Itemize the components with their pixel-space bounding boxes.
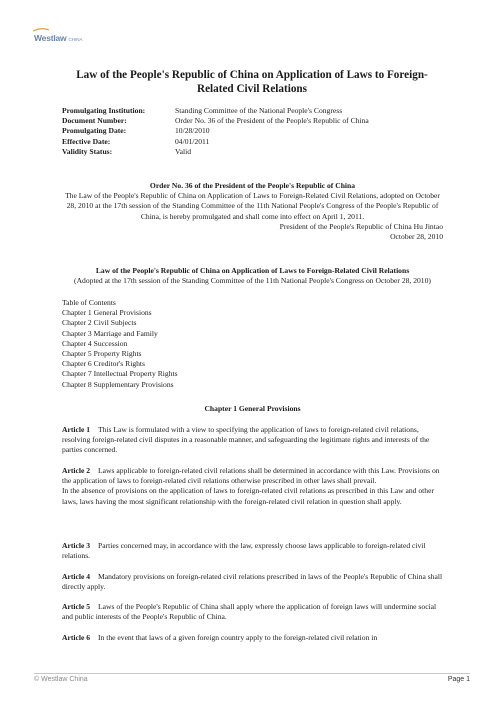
article-2 bbox=[62, 466, 443, 507]
article-number: Article 5 bbox=[62, 602, 91, 611]
order-signature: President of the People's Republic of China Hu Jintao bbox=[279, 221, 443, 231]
toc-item: Chapter 6 Creditor's Rights bbox=[62, 359, 145, 369]
meta-value: 10/28/2010 bbox=[175, 126, 210, 136]
meta-row bbox=[62, 137, 369, 147]
logo-brand: Westlaw bbox=[34, 33, 67, 43]
westlaw-china-logo bbox=[34, 33, 82, 43]
article-3 bbox=[62, 541, 443, 561]
article-text: Mandatory provisions on foreign-related civil relations prescribed in laws of the People's Republic of China shall directly apply. bbox=[62, 572, 443, 592]
article-text: Laws applicable to foreign-related civil relations shall be determined in accordance with this Law. Provisions on the application of laws to foreign-related civil relations otherwise prescribed in other laws shall prevail. bbox=[62, 466, 440, 486]
article-number: Article 2 bbox=[62, 466, 91, 475]
meta-key: Promulgating Institution: bbox=[62, 106, 146, 115]
law-heading: Law of the People's Republic of China on Application of Laws to Foreign-Related Civil Relations bbox=[95, 266, 410, 275]
page-number: Page 1 bbox=[447, 676, 470, 683]
chapter-1-heading: Chapter 1 General Provisions bbox=[204, 404, 301, 413]
meta-row bbox=[62, 126, 369, 136]
article-5 bbox=[62, 602, 443, 622]
article-text: In the event that laws of a given foreign country apply to the foreign-related civil relation in bbox=[98, 633, 378, 642]
meta-value: Order No. 36 of the President of the People's Republic of China bbox=[175, 116, 369, 126]
law-header bbox=[62, 266, 443, 286]
toc-item: Chapter 1 General Provisions bbox=[62, 308, 152, 318]
meta-key: Document Number: bbox=[62, 116, 127, 126]
presidential-order bbox=[62, 181, 443, 242]
article-4 bbox=[62, 572, 443, 592]
page-footer bbox=[34, 676, 470, 683]
toc-item: Chapter 7 Intellectual Property Rights bbox=[62, 369, 178, 379]
meta-key: Validity Status: bbox=[62, 146, 113, 156]
meta-value: Valid bbox=[175, 146, 192, 156]
table-of-contents bbox=[62, 298, 443, 390]
document-title: Law of the People's Republic of China on Application of Laws to Foreign-Related Civil Relations bbox=[76, 69, 428, 95]
toc-item: Chapter 5 Property Rights bbox=[62, 349, 142, 359]
article-number: Article 3 bbox=[62, 541, 91, 550]
meta-row bbox=[62, 106, 369, 116]
article-number: Article 6 bbox=[62, 633, 91, 642]
law-adopted-note: (Adopted at the 17th session of the Standing Committee of the 11th National People's Congress on October 28, 2010) bbox=[74, 276, 431, 286]
article-text: Laws of the People's Republic of China shall apply where the application of foreign laws will undermine social and public interests of the People's Republic of China. bbox=[62, 602, 437, 622]
toc-title: Table of Contents bbox=[62, 298, 116, 307]
document-metadata bbox=[62, 106, 369, 157]
toc-item: Chapter 4 Succession bbox=[62, 338, 128, 348]
footer-copyright: © Westlaw China bbox=[34, 676, 88, 683]
order-date: October 28, 2010 bbox=[390, 232, 443, 242]
order-body: The Law of the People's Republic of China on Application of Laws to Foreign-Related Civil Relations, adopted on October 28, 2010 at the 17th session of the Standing Committee of the 11th National People's Congress of the People's Republic of China, is hereby promulgated and shall come into effect on April 1, 2011. bbox=[65, 191, 440, 221]
toc-item: Chapter 3 Marriage and Family bbox=[62, 328, 158, 338]
footer-divider bbox=[34, 673, 470, 674]
article-1 bbox=[62, 425, 443, 456]
meta-row bbox=[62, 147, 369, 157]
meta-row bbox=[62, 116, 369, 126]
article-text: In the absence of provisions on the application of laws to foreign-related civil relations as prescribed in this Law and other laws, laws having the most significant relationship with the foreign-related civil relation in question shall apply. bbox=[62, 486, 434, 506]
article-text: Parties concerned may, in accordance with the law, expressly choose laws applicable to foreign-related civil relations. bbox=[62, 541, 426, 561]
meta-value: Standing Committee of the National People's Congress bbox=[175, 106, 343, 115]
meta-value: 04/01/2011 bbox=[175, 136, 210, 146]
toc-item: Chapter 8 Supplementary Provisions bbox=[62, 379, 174, 389]
order-heading: Order No. 36 of the President of the People's Republic of China bbox=[149, 181, 356, 190]
meta-key: Effective Date: bbox=[62, 136, 111, 146]
article-number: Article 1 bbox=[62, 425, 91, 434]
article-6 bbox=[62, 633, 443, 643]
toc-item: Chapter 2 Civil Subjects bbox=[62, 318, 137, 328]
article-text: This Law is formulated with a view to specifying the application of laws to foreign-related civil relations, resolving foreign-related civil disputes in a reasonable manner, and safeguarding the legitimate rights and interests of the parties concerned. bbox=[62, 425, 430, 455]
meta-key: Promulgating Date: bbox=[62, 126, 127, 136]
logo-suffix: CHINA bbox=[68, 37, 83, 42]
logo-swoosh-icon bbox=[33, 28, 49, 32]
article-number: Article 4 bbox=[62, 572, 91, 581]
